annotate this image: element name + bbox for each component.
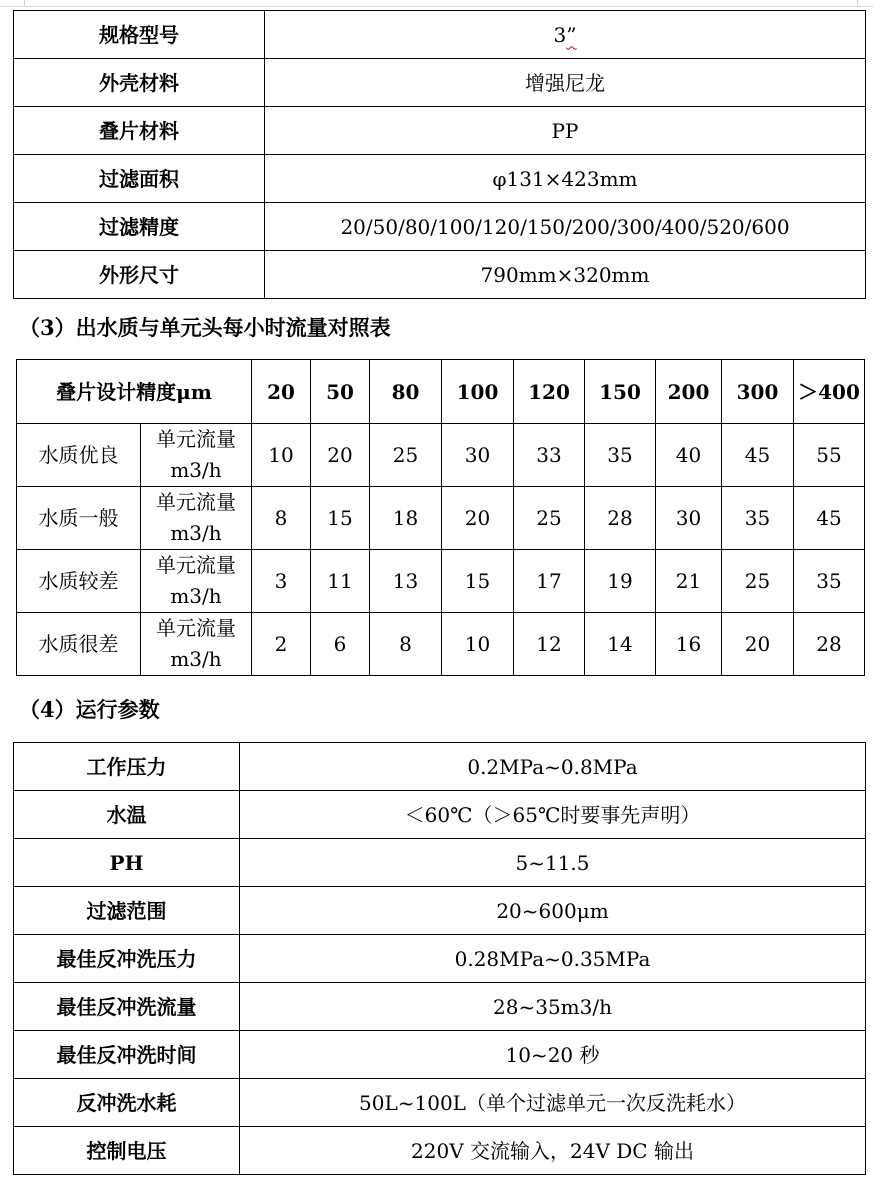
flow-header-precision: 50 bbox=[311, 360, 370, 424]
ops-value: ＜60℃（＞65℃时要事先声明） bbox=[240, 791, 866, 839]
flow-unit-label-line1: 单元流量 bbox=[156, 427, 236, 451]
table-row bbox=[14, 983, 866, 1031]
flow-header-precision: 300 bbox=[722, 360, 794, 424]
flow-cell: 35 bbox=[722, 487, 794, 550]
flow-header-precision: 100 bbox=[442, 360, 514, 424]
spec-value-model-inch-mark: ” bbox=[566, 22, 577, 47]
flow-cell: 20 bbox=[311, 424, 370, 487]
ops-value: 20~600μm bbox=[240, 887, 866, 935]
flow-cell: 11 bbox=[311, 550, 370, 613]
table-row bbox=[17, 487, 865, 550]
table-row bbox=[14, 11, 866, 59]
flow-unit-label-line1: 单元流量 bbox=[156, 553, 236, 577]
ops-label: 最佳反冲洗压力 bbox=[14, 935, 240, 983]
table-row bbox=[14, 1031, 866, 1079]
ops-value: 0.2MPa~0.8MPa bbox=[240, 743, 866, 791]
spec-table bbox=[13, 10, 866, 299]
flow-cell: 3 bbox=[252, 550, 311, 613]
spec-label-housing: 外壳材料 bbox=[14, 59, 265, 107]
flow-unit-label bbox=[141, 487, 252, 550]
ops-table bbox=[13, 742, 866, 1175]
table-row bbox=[14, 203, 866, 251]
section-heading-flow: （3）出水质与单元头每小时流量对照表 bbox=[19, 315, 391, 340]
table-row bbox=[14, 887, 866, 935]
flow-cell: 15 bbox=[442, 550, 514, 613]
flow-cell: 8 bbox=[370, 613, 442, 676]
spec-value-dimensions: 790mm×320mm bbox=[265, 251, 866, 299]
flow-cell: 25 bbox=[514, 487, 585, 550]
flow-cell: 25 bbox=[370, 424, 442, 487]
flow-cell: 14 bbox=[585, 613, 656, 676]
spec-value-model bbox=[265, 11, 866, 59]
flow-cell: 45 bbox=[794, 487, 865, 550]
spec-label-disc-material: 叠片材料 bbox=[14, 107, 265, 155]
spec-label-model: 规格型号 bbox=[14, 11, 265, 59]
table-row bbox=[14, 107, 866, 155]
ops-label: 最佳反冲洗时间 bbox=[14, 1031, 240, 1079]
table-row bbox=[14, 155, 866, 203]
flow-quality-label: 水质优良 bbox=[17, 424, 141, 487]
spec-value-housing: 增强尼龙 bbox=[265, 59, 866, 107]
spec-value-disc-material: PP bbox=[265, 107, 866, 155]
spec-label-filter-area: 过滤面积 bbox=[14, 155, 265, 203]
ops-value: 50L~100L（单个过滤单元一次反洗耗水） bbox=[240, 1079, 866, 1127]
ops-label: 控制电压 bbox=[14, 1127, 240, 1175]
ops-label: 反冲洗水耗 bbox=[14, 1079, 240, 1127]
flow-cell: 10 bbox=[252, 424, 311, 487]
flow-cell: 17 bbox=[514, 550, 585, 613]
flow-unit-label-line2: m3/h bbox=[170, 458, 222, 482]
table-row bbox=[17, 550, 865, 613]
flow-cell: 13 bbox=[370, 550, 442, 613]
table-row bbox=[14, 743, 866, 791]
flow-cell: 28 bbox=[585, 487, 656, 550]
flow-header-precision: 120 bbox=[514, 360, 585, 424]
flow-cell: 33 bbox=[514, 424, 585, 487]
ops-label: 过滤范围 bbox=[14, 887, 240, 935]
flow-header-precision: 200 bbox=[656, 360, 722, 424]
table-header-row bbox=[17, 360, 865, 424]
flow-cell: 6 bbox=[311, 613, 370, 676]
table-row bbox=[14, 935, 866, 983]
table-row bbox=[17, 424, 865, 487]
table-row bbox=[14, 791, 866, 839]
flow-unit-label-line1: 单元流量 bbox=[156, 616, 236, 640]
flow-cell: 40 bbox=[656, 424, 722, 487]
ops-value: 0.28MPa~0.35MPa bbox=[240, 935, 866, 983]
flow-cell: 2 bbox=[252, 613, 311, 676]
flow-cell: 21 bbox=[656, 550, 722, 613]
spec-value-filter-area: φ131×423mm bbox=[265, 155, 866, 203]
ops-value: 220V 交流输入，24V DC 输出 bbox=[240, 1127, 866, 1175]
flow-cell: 30 bbox=[656, 487, 722, 550]
flow-cell: 45 bbox=[722, 424, 794, 487]
flow-cell: 28 bbox=[794, 613, 865, 676]
ops-label: 最佳反冲洗流量 bbox=[14, 983, 240, 1031]
flow-unit-label-line2: m3/h bbox=[170, 521, 222, 545]
flow-quality-label: 水质一般 bbox=[17, 487, 141, 550]
flow-header-label: 叠片设计精度μm bbox=[17, 360, 252, 424]
spec-value-model-number: 3 bbox=[553, 22, 567, 47]
flow-header-precision: 150 bbox=[585, 360, 656, 424]
ops-label: PH bbox=[14, 839, 240, 887]
flow-unit-label-line1: 单元流量 bbox=[156, 490, 236, 514]
flow-quality-label: 水质较差 bbox=[17, 550, 141, 613]
flow-cell: 30 bbox=[442, 424, 514, 487]
table-row bbox=[14, 1079, 866, 1127]
flow-unit-label bbox=[141, 613, 252, 676]
flow-cell: 20 bbox=[442, 487, 514, 550]
flow-cell: 10 bbox=[442, 613, 514, 676]
spec-label-dimensions: 外形尺寸 bbox=[14, 251, 265, 299]
flow-unit-label-line2: m3/h bbox=[170, 584, 222, 608]
flow-unit-label bbox=[141, 424, 252, 487]
flow-cell: 18 bbox=[370, 487, 442, 550]
flow-header-precision: ＞400 bbox=[794, 360, 865, 424]
table-row bbox=[14, 59, 866, 107]
table-row bbox=[14, 839, 866, 887]
flow-cell: 20 bbox=[722, 613, 794, 676]
flow-cell: 16 bbox=[656, 613, 722, 676]
flow-cell: 8 bbox=[252, 487, 311, 550]
ops-value: 5~11.5 bbox=[240, 839, 866, 887]
table-row bbox=[14, 1127, 866, 1175]
spec-value-filter-precision: 20/50/80/100/120/150/200/300/400/520/600 bbox=[265, 203, 866, 251]
section-heading-operation: （4）运行参数 bbox=[19, 697, 160, 722]
page-top-rule bbox=[0, 0, 874, 7]
ops-label: 水温 bbox=[14, 791, 240, 839]
flow-cell: 35 bbox=[585, 424, 656, 487]
flow-header-precision: 80 bbox=[370, 360, 442, 424]
ops-label: 工作压力 bbox=[14, 743, 240, 791]
ops-value: 10~20 秒 bbox=[240, 1031, 866, 1079]
flow-table bbox=[16, 359, 865, 676]
flow-unit-label bbox=[141, 550, 252, 613]
flow-cell: 25 bbox=[722, 550, 794, 613]
spec-label-filter-precision: 过滤精度 bbox=[14, 203, 265, 251]
flow-cell: 35 bbox=[794, 550, 865, 613]
flow-quality-label: 水质很差 bbox=[17, 613, 141, 676]
ops-value: 28~35m3/h bbox=[240, 983, 866, 1031]
flow-cell: 55 bbox=[794, 424, 865, 487]
table-row bbox=[14, 251, 866, 299]
flow-cell: 15 bbox=[311, 487, 370, 550]
flow-unit-label-line2: m3/h bbox=[170, 647, 222, 671]
table-row bbox=[17, 613, 865, 676]
flow-cell: 12 bbox=[514, 613, 585, 676]
flow-cell: 19 bbox=[585, 550, 656, 613]
flow-header-precision: 20 bbox=[252, 360, 311, 424]
